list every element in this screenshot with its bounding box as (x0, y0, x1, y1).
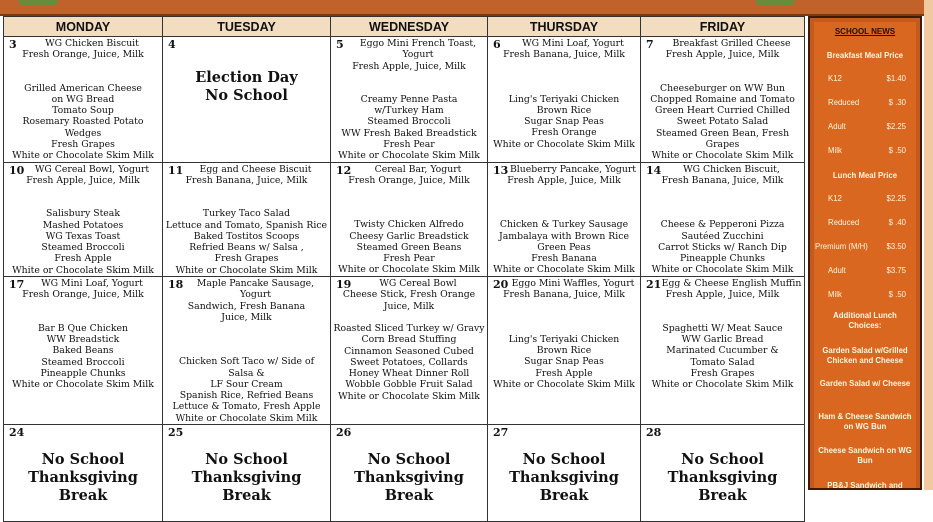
day-number: 10 (9, 163, 25, 177)
menu-item: Breakfast Grilled Cheese (672, 38, 791, 49)
menu-item: WG Mini Loaf, Yogurt (41, 278, 143, 290)
day-cell (641, 37, 805, 163)
breakfast-menu (490, 278, 638, 301)
breakfast-menu (643, 278, 802, 301)
menu-item: Cereal Bar, Yogurt (374, 163, 462, 175)
menu-item: Sautéed Zucchini (681, 230, 764, 242)
no-school-notice: No School (522, 451, 606, 469)
day-cell (488, 162, 641, 276)
menu-item: Fresh Apple, Juice, Milk (665, 289, 780, 301)
menu-item: Steamed Green Bean, Fresh Grapes (655, 127, 790, 151)
menu-item: on WG Bread (51, 93, 115, 105)
day-cell (163, 425, 331, 522)
menu-item: WW Garlic Bread (681, 333, 764, 345)
day-number: 12 (336, 163, 352, 177)
menu-item: Tomato Salad (690, 356, 755, 368)
menu-item: Fresh Pear (383, 253, 435, 265)
no-school-notice: Thanksgiving Break (509, 469, 619, 505)
menu-item: Fresh Apple, Juice, Milk (507, 174, 621, 186)
no-school-notice: No School (205, 451, 288, 469)
lunch-menu (490, 334, 638, 390)
day-number: 28 (646, 426, 662, 440)
menu-item: Baked Tostitos Scoops (193, 230, 300, 242)
menu-item: Carrot Sticks w/ Ranch Dip (658, 241, 787, 253)
day-number: 11 (168, 163, 184, 177)
menu-item: Refried Beans w/ Salsa , (189, 242, 304, 254)
menu-item: WG Chicken Biscuit (45, 38, 139, 49)
no-school-notice: Thanksgiving Break (667, 469, 778, 505)
menu-item: Sweet Potatoes, Collards (350, 356, 468, 368)
day-header-thursday: THURSDAY (488, 17, 641, 37)
menu-item: Eggo Mini French Toast, Yogurt (359, 38, 477, 61)
menu-item: Fresh Apple (54, 253, 112, 265)
menu-item: Cheese Stick, Fresh Orange (342, 289, 476, 301)
menu-item: Fresh Banana, Juice, Milk (185, 174, 308, 186)
day-cell (4, 37, 163, 163)
menu-item: Ling's Teriyaki Chicken (508, 93, 620, 105)
day-cell (4, 425, 163, 522)
menu-item: Salisbury Steak (45, 208, 120, 220)
price-label: Reduced (828, 98, 860, 107)
menu-item: Maple Pancake Sausage, Yogurt (196, 278, 315, 301)
menu-item: Sandwich, Fresh Banana (187, 300, 306, 312)
no-school-notice: No School (205, 87, 288, 104)
lunch-menu (333, 219, 485, 275)
no-school-notice: Election Day (195, 69, 298, 86)
no-school-notice: Thanksgiving Break (28, 469, 138, 505)
menu-item: Fresh Apple, Juice, Milk (665, 49, 780, 61)
week-row (4, 277, 805, 425)
price-value: $ .50 (888, 146, 906, 155)
price-row (828, 74, 906, 83)
day-cell (331, 277, 488, 425)
top-banner (0, 0, 933, 16)
menu-item: WW Breadstick (46, 333, 120, 345)
day-cell (4, 162, 163, 276)
lunch-price-heading: Lunch Meal Price (832, 171, 898, 180)
day-cell (641, 277, 805, 425)
menu-item: White or Chocolate Skim Milk (493, 378, 635, 390)
menu-item: Steamed Broccoli (41, 242, 125, 254)
menu-item: Wobble Gobble Fruit Salad (345, 379, 473, 391)
price-value: $ .30 (888, 98, 906, 107)
menu-item: Green Heart Curried Chilled (655, 105, 790, 117)
menu-item: Cheese & Pepperoni Pizza (660, 219, 785, 231)
menu-item: Twisty Chicken Alfredo (354, 219, 464, 231)
lunch-calendar (3, 16, 805, 522)
price-label: Adult (828, 122, 846, 131)
day-number: 20 (493, 278, 509, 292)
lunch-menu (333, 94, 485, 162)
menu-item: Roasted Sliced Turkey w/ Gravy (333, 322, 485, 334)
day-number: 5 (336, 38, 344, 51)
menu-item: White or Chocolate Skim Milk (651, 379, 794, 391)
menu-item: Jambalaya with Brown Rice (499, 230, 629, 242)
lunch-choice: Cheese Sandwich on WG Bun (818, 446, 912, 465)
day-header-wednesday: WEDNESDAY (331, 17, 488, 37)
menu-item: White or Chocolate Skim Milk (12, 379, 154, 391)
day-header-row (4, 17, 805, 37)
menu-item: White or Chocolate Skim Milk (338, 264, 480, 276)
price-label: Milk (828, 146, 842, 155)
menu-item: Fresh Pear (383, 139, 435, 151)
breakfast-menu (6, 164, 160, 187)
day-number: 26 (336, 426, 352, 440)
day-header-friday: FRIDAY (641, 17, 805, 37)
breakfast-menu (6, 278, 160, 301)
menu-item: White or Chocolate Skim Milk (175, 412, 318, 424)
menu-item: Steamed Broccoli (41, 356, 125, 368)
page-edge (924, 0, 933, 490)
menu-item: White or Chocolate Skim Milk (338, 390, 480, 402)
menu-item: Green Peas (537, 241, 591, 253)
menu-item: Tomato Soup (52, 105, 114, 117)
price-label: K12 (828, 194, 842, 203)
breakfast-menu (490, 164, 638, 187)
menu-item: Ling's Teriyaki Chicken (508, 333, 620, 345)
menu-item: Egg and Cheese Biscuit (199, 163, 312, 175)
menu-item: Fresh Orange (531, 127, 597, 139)
leaf-decoration (18, 0, 58, 6)
no-school-notice: Thanksgiving Break (354, 469, 464, 505)
day-header-tuesday: TUESDAY (163, 17, 331, 37)
price-value: $3.50 (886, 242, 906, 251)
menu-item: Lettuce & Tomato, Fresh Apple (172, 401, 321, 413)
breakfast-menu (333, 164, 485, 187)
day-cell (331, 162, 488, 276)
menu-item: Pineapple Chunks (679, 253, 766, 265)
day-number: 6 (493, 38, 501, 51)
day-cell (4, 277, 163, 425)
day-cell (488, 277, 641, 425)
breakfast-menu (6, 38, 160, 61)
lunch-choice: PB&J Sandwich and (827, 481, 903, 490)
menu-item: Chicken & Turkey Sausage (499, 219, 629, 231)
day-cell (488, 425, 641, 522)
lunch-menu (6, 208, 160, 276)
day-number: 18 (168, 278, 184, 292)
breakfast-menu (165, 164, 328, 187)
price-row (828, 266, 906, 275)
lunch-menu (333, 323, 485, 402)
price-row (828, 290, 906, 299)
price-label: K12 (828, 74, 842, 83)
day-number: 17 (9, 278, 25, 292)
menu-item: Honey Wheat Dinner Roll (348, 368, 470, 380)
menu-item: Chicken Soft Taco w/ Side of Salsa & (178, 356, 315, 379)
menu-item: Fresh Apple, Juice, Milk (26, 174, 140, 186)
menu-item: Fresh Banana, Juice, Milk (661, 174, 784, 186)
day-cell (331, 37, 488, 163)
day-number: 21 (646, 278, 662, 292)
breakfast-price-heading: Breakfast Meal Price (826, 51, 904, 60)
menu-item: Creamy Penne Pasta (360, 93, 458, 105)
sidebar-title: SCHOOL NEWS (834, 27, 896, 36)
menu-item: Rosemary Roasted Potato Wedges (22, 116, 144, 139)
day-number: 7 (646, 38, 654, 51)
menu-item: Chopped Romaine and Tomato (650, 93, 795, 105)
menu-item: LF Sour Cream (210, 378, 283, 390)
menu-item: Juice, Milk (383, 300, 435, 312)
day-number: 27 (493, 426, 509, 440)
breakfast-menu (333, 38, 485, 72)
menu-item: Mashed Potatoes (42, 219, 124, 231)
price-row (828, 146, 906, 155)
menu-item: Grilled American Cheese (24, 82, 142, 94)
lunch-menu (643, 219, 802, 275)
price-row (828, 122, 906, 131)
menu-item: Spanish Rice, Refried Beans (179, 390, 314, 402)
menu-item: Fresh Banana, Juice, Milk (503, 289, 625, 301)
price-value: $ .40 (888, 218, 906, 227)
lunch-menu (6, 323, 160, 391)
menu-item: Fresh Grapes (51, 139, 115, 151)
menu-item: Baked Beans (52, 345, 114, 357)
no-school-notice: No School (367, 451, 451, 469)
day-cell (641, 425, 805, 522)
menu-item: Fresh Apple (535, 367, 593, 379)
price-label: Milk (828, 290, 842, 299)
menu-item: White or Chocolate Skim Milk (12, 264, 154, 276)
menu-item: WG Cereal Bowl (379, 278, 457, 290)
menu-item: White or Chocolate Skim Milk (12, 150, 154, 162)
price-row (828, 218, 906, 227)
menu-item: Lettuce and Tomato, Spanish Rice (165, 219, 328, 231)
lunch-menu (490, 94, 638, 150)
menu-item: w/Turkey Ham (374, 105, 444, 117)
menu-item: Fresh Orange, Juice, Milk (348, 174, 470, 186)
menu-item: Sugar Snap Peas (524, 356, 604, 368)
day-cell (163, 162, 331, 276)
menu-item: Cheeseburger on WW Bun (659, 82, 786, 94)
week-row (4, 162, 805, 276)
no-school-notice: No School (41, 451, 125, 469)
price-row (828, 194, 906, 203)
menu-item: Fresh Apple, Juice, Milk (352, 60, 466, 72)
menu-item: Fresh Grapes (690, 367, 755, 379)
lunch-menu (6, 83, 160, 162)
lunch-menu (643, 83, 802, 162)
day-number: 25 (168, 426, 184, 440)
lunch-menu (165, 356, 328, 424)
menu-item: WG Mini Loaf, Yogurt (522, 38, 624, 49)
lunch-choice: Garden Salad w/ Cheese (819, 379, 911, 388)
day-cell (488, 37, 641, 163)
day-cell (641, 162, 805, 276)
menu-item: WG Cereal Bowl, Yogurt (34, 163, 150, 175)
menu-item: Spaghetti W/ Meat Sauce (662, 322, 783, 334)
menu-item: Brown Rice (536, 104, 592, 116)
menu-item: WG Chicken Biscuit, (683, 163, 780, 175)
menu-item: Steamed Broccoli (367, 116, 451, 128)
price-label: Adult (828, 266, 846, 275)
breakfast-menu (490, 38, 638, 61)
day-number: 3 (9, 38, 17, 51)
price-label: Reduced (828, 218, 860, 227)
menu-item: White or Chocolate Skim Milk (493, 264, 635, 276)
menu-item: Sweet Potato Salad (676, 116, 769, 128)
day-number: 14 (646, 163, 662, 177)
menu-item: Egg & Cheese English Muffin (661, 278, 802, 290)
price-value: $ .50 (888, 290, 906, 299)
price-row (815, 242, 906, 251)
menu-item: WW Fresh Baked Breadstick (341, 127, 477, 139)
no-school-notice: No School (681, 451, 764, 469)
price-value: $2.25 (886, 194, 906, 203)
menu-item: White or Chocolate Skim Milk (175, 264, 318, 276)
day-number: 19 (336, 278, 352, 292)
menu-item: Juice, Milk (221, 311, 272, 323)
menu-item: Fresh Banana, Juice, Milk (503, 49, 625, 61)
leaf-decoration (755, 0, 795, 6)
day-number: 24 (9, 426, 25, 440)
menu-item: Pineapple Chunks (40, 367, 126, 379)
week-row (4, 425, 805, 522)
menu-item: White or Chocolate Skim Milk (338, 150, 480, 162)
menu-item: White or Chocolate Skim Milk (493, 138, 635, 150)
price-value: $1.40 (886, 74, 906, 83)
menu-item: Marinated Cucumber & (666, 345, 779, 357)
menu-item: Turkey Taco Salad (202, 208, 291, 220)
menu-item: Fresh Orange, Juice, Milk (22, 289, 144, 301)
day-number: 4 (168, 38, 176, 51)
menu-item: Eggo Mini Waffles, Yogurt (511, 278, 635, 290)
menu-item: Cheesy Garlic Breadstick (349, 230, 469, 242)
menu-item: White or Chocolate Skim Milk (651, 264, 794, 276)
day-cell (163, 277, 331, 425)
menu-item: Steamed Green Beans (356, 241, 462, 253)
school-news-sidebar (808, 16, 922, 490)
menu-item: Fresh Banana (531, 253, 597, 265)
day-cell (163, 37, 331, 163)
menu-item: White or Chocolate Skim Milk (651, 150, 794, 162)
lunch-menu (643, 323, 802, 391)
menu-item: Fresh Orange, Juice, Milk (22, 49, 144, 61)
week-row (4, 37, 805, 163)
lunch-choice: Ham & Cheese Sandwich on WG Bun (818, 412, 912, 431)
menu-item: Cinnamon Seasoned Cubed (344, 345, 474, 357)
additional-choices-heading: Additional Lunch Choices: (833, 311, 897, 330)
menu-item: Bar B Que Chicken (37, 322, 129, 334)
lunch-menu (165, 208, 328, 276)
menu-item: Sugar Snap Peas (524, 116, 604, 128)
menu-item: Blueberry Pancake, Yogurt (509, 163, 637, 175)
day-header-monday: MONDAY (4, 17, 163, 37)
price-value: $3.75 (886, 266, 906, 275)
breakfast-menu (643, 164, 802, 187)
price-row (828, 98, 906, 107)
day-number: 13 (493, 163, 509, 177)
lunch-menu (490, 219, 638, 275)
sidebar-panel (814, 22, 916, 488)
lunch-choice: Garden Salad w/Grilled Chicken and Cheese (822, 346, 908, 365)
breakfast-menu (333, 278, 485, 312)
menu-item: WG Texas Toast (45, 230, 121, 242)
breakfast-menu (165, 278, 328, 323)
menu-item: Corn Bread Stuffing (361, 334, 457, 346)
no-school-notice: Thanksgiving Break (191, 469, 302, 505)
breakfast-menu (643, 38, 802, 61)
day-cell (331, 425, 488, 522)
menu-item: Fresh Grapes (214, 253, 279, 265)
price-value: $2.25 (886, 122, 906, 131)
menu-item: Brown Rice (536, 344, 592, 356)
price-label: Premium (M/H) (815, 242, 868, 251)
